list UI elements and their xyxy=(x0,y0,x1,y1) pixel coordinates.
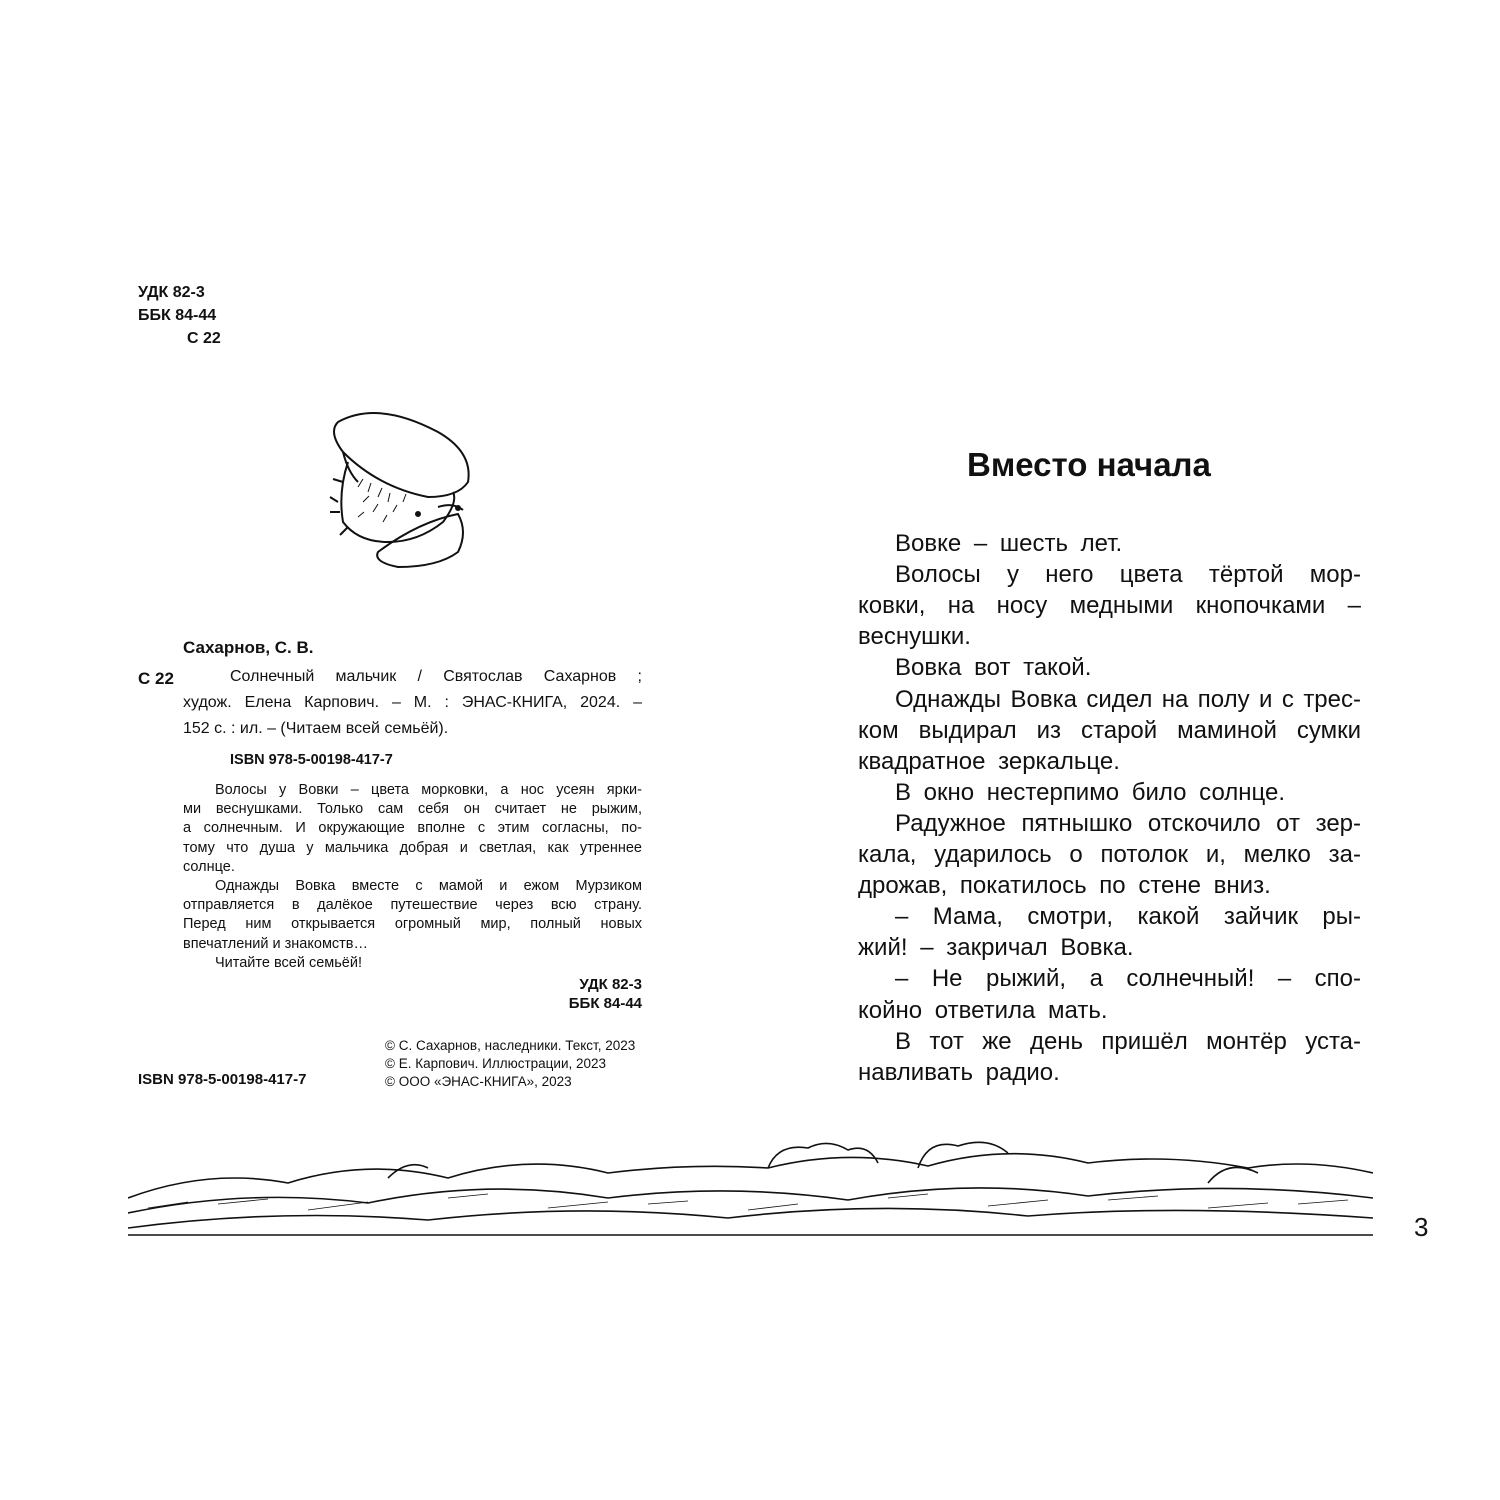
text-line: Вовке – шесть лет. xyxy=(895,530,1123,557)
landscape-illustration xyxy=(128,1138,1373,1236)
copyright-illustrations: © Е. Карпович. Иллюстрации, 2023 xyxy=(385,1056,607,1071)
chapter-title: Вместо начала xyxy=(967,446,1211,483)
text-line: ком выдирал из старой маминой сумки xyxy=(858,716,1361,744)
bib-line xyxy=(230,668,642,686)
text-line: Волосы у него цвета тёртой мор- xyxy=(895,561,1361,589)
text-line: ковки, на носу медными кнопочками – xyxy=(858,592,1361,620)
text-line: Вовка вот такой. xyxy=(895,654,1092,682)
annotation-line: солнце. xyxy=(183,858,235,875)
bbk-footer: ББК 84-44 xyxy=(568,995,642,1012)
bib-line xyxy=(183,694,642,712)
annotation-line: а солнечным. И окружающие вполне с этим согласны, по- xyxy=(183,820,642,837)
card-code: С 22 xyxy=(138,669,174,688)
hedgehog-illustration xyxy=(318,402,478,574)
text-line: Однажды Вовка сидел на полу и с трес- xyxy=(895,685,1361,713)
annotation-line: Перед ним открывается огромный мир, полный новых xyxy=(183,916,642,933)
annotation-line: ми веснушками. Только сам себя он считает не рыжим, xyxy=(183,801,642,818)
bib-line-text: Солнечный мальчик / Святослав Сахарнов ; xyxy=(230,668,642,685)
text-line: дрожав, покатилось по стене вниз. xyxy=(858,872,1271,900)
bib-line: 152 с. : ил. – (Читаем всей семьёй). xyxy=(183,720,449,737)
text-line: В окно нестерпимо било солнце. xyxy=(895,778,1286,806)
copyright-text: © С. Сахарнов, наследники. Текст, 2023 xyxy=(385,1038,636,1053)
copyright-publisher: © ООО «ЭНАС-КНИГА», 2023 xyxy=(385,1074,572,1089)
text-line: жий! – закричал Вовка. xyxy=(858,934,1134,962)
text-line: – Не рыжий, а солнечный! – спо- xyxy=(895,965,1361,993)
text-line: кала, ударилось о потолок и, мелко за- xyxy=(858,841,1361,868)
bib-line-text: худож. Елена Карпович. – М. : ЭНАС-КНИГА, 2024. – xyxy=(183,694,642,711)
isbn: ISBN 978-5-00198-417-7 xyxy=(138,1071,307,1088)
annotation-line: Однажды Вовка вместе с мамой и ежом Мурзиком xyxy=(215,878,642,894)
text-line: В тот же день пришёл монтёр уста- xyxy=(895,1027,1361,1055)
author-name: Сахарнов, С. В. xyxy=(183,638,314,657)
text-line: Радужное пятнышко отскочило от зер- xyxy=(895,809,1361,837)
bbk-code: ББК 84-44 xyxy=(138,307,217,324)
page-number: 3 xyxy=(1414,1212,1429,1242)
isbn-card: ISBN 978-5-00198-417-7 xyxy=(230,752,393,768)
annotation-line: Волосы у Вовки – цвета морковки, а нос усеян ярки- xyxy=(215,782,642,798)
author-sign: С 22 xyxy=(187,330,221,347)
annotation-line: впечатлений и знакомств… xyxy=(183,935,369,952)
text-line: – Мама, смотри, какой зайчик ры- xyxy=(895,903,1361,931)
annotation-line: Читайте всей семьёй! xyxy=(215,954,362,971)
annotation-line: отправляется в далёкое путешествие через всю страну. xyxy=(183,897,642,914)
udk-code: УДК 82-3 xyxy=(138,284,205,301)
text-line: веснушки. xyxy=(858,623,971,651)
annotation-line: тому что душа у мальчика добрая и светлая, как утреннее xyxy=(183,839,642,856)
text-line: навливать радио. xyxy=(858,1058,1060,1086)
text-line: койно ответила мать. xyxy=(858,996,1108,1024)
udk-footer: УДК 82-3 xyxy=(579,976,642,993)
text-line: квадратное зеркальце. xyxy=(858,747,1120,775)
